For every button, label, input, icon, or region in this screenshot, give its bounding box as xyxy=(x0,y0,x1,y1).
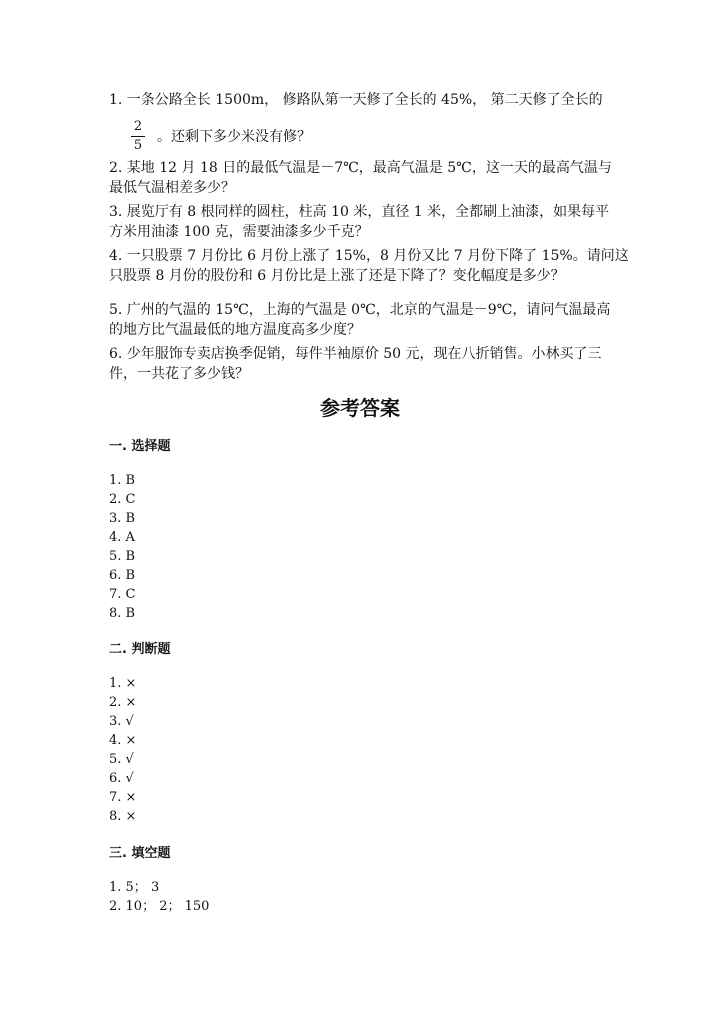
problem-3-line-1: 3. 展览厅有 8 根同样的圆柱，柱高 10 米，直径 1 米，全都刷上油漆，如果每平 xyxy=(109,204,610,220)
problem-4 xyxy=(109,246,629,286)
answer-item: 7. × xyxy=(109,790,137,805)
answer-item: 6. B xyxy=(109,568,136,583)
answer-item: 1. B xyxy=(109,473,136,488)
section-true-false xyxy=(109,640,170,826)
problem-1-line-2: 。还剩下多少米没有修？ xyxy=(157,129,311,145)
problem-6 xyxy=(109,344,609,384)
problem-6-line-1: 6. 少年服饰专卖店换季促销，每件半袖原价 50 元，现在八折销售。小林买了三 xyxy=(109,346,602,362)
problem-2-line-1: 2. 某地 12 月 18 日的最低气温是－7℃，最高气温是 5℃，这一天的最高气温与 xyxy=(109,160,612,176)
problem-5-line-2: 的地方比气温最低的地方温度高多少度？ xyxy=(109,322,361,338)
answer-item: 1. 5； 3 xyxy=(109,880,160,895)
problem-1 xyxy=(109,90,609,154)
answer-item: 5. √ xyxy=(109,752,134,767)
answer-item: 2. 10； 2； 150 xyxy=(109,899,210,914)
answer-item: 8. B xyxy=(109,606,136,621)
answer-item: 4. × xyxy=(109,733,137,748)
problem-5 xyxy=(109,300,609,340)
answers-heading: 参考答案 xyxy=(320,396,400,420)
problem-3 xyxy=(109,202,609,242)
fraction-denominator: 5 xyxy=(133,138,143,153)
section-title: 三. 填空题 xyxy=(109,846,171,861)
section-fill-in-blank xyxy=(109,844,209,916)
problem-2-line-2: 最低气温相差多少？ xyxy=(109,180,235,196)
problem-4-line-2: 只股票 8 月份的股份和 6 月份比是上涨了还是下降了？变化幅度是多少？ xyxy=(109,268,565,284)
answer-item: 6. √ xyxy=(109,771,134,786)
problem-5-line-1: 5. 广州的气温的 15℃，上海的气温是 0℃，北京的气温是－9℃，请问气温最高 xyxy=(109,302,611,318)
problem-1-continuation xyxy=(109,110,609,154)
answer-item: 3. √ xyxy=(109,714,134,729)
answer-item: 2. × xyxy=(109,695,137,710)
answer-item: 7. C xyxy=(109,587,136,602)
fraction-two-fifths xyxy=(131,120,145,153)
word-problems xyxy=(109,86,629,384)
answer-item: 1. × xyxy=(109,676,137,691)
problem-6-line-2: 件，一共花了多少钱？ xyxy=(109,366,249,382)
answer-item: 3. B xyxy=(109,511,136,526)
answer-item: 2. C xyxy=(109,492,136,507)
problem-2 xyxy=(109,158,612,198)
answer-item: 5. B xyxy=(109,549,136,564)
section-title: 二. 判断题 xyxy=(109,642,171,657)
section-multiple-choice xyxy=(109,437,170,623)
fraction-numerator: 2 xyxy=(131,120,145,137)
answer-item: 8. × xyxy=(109,809,137,824)
section-title: 一. 选择题 xyxy=(109,439,171,454)
problem-1-line-1: 1. 一条公路全长 1500m， 修路队第一天修了全长的 45%， 第二天修了全长的 xyxy=(109,92,603,108)
answer-item: 4. A xyxy=(109,530,135,545)
problem-3-line-2: 方米用油漆 100 克，需要油漆多少千克？ xyxy=(109,224,369,240)
problem-4-line-1: 4. 一只股票 7 月份比 6 月份上涨了 15%，8 月份又比 7 月份下降了 15%。请问这 xyxy=(109,248,629,264)
